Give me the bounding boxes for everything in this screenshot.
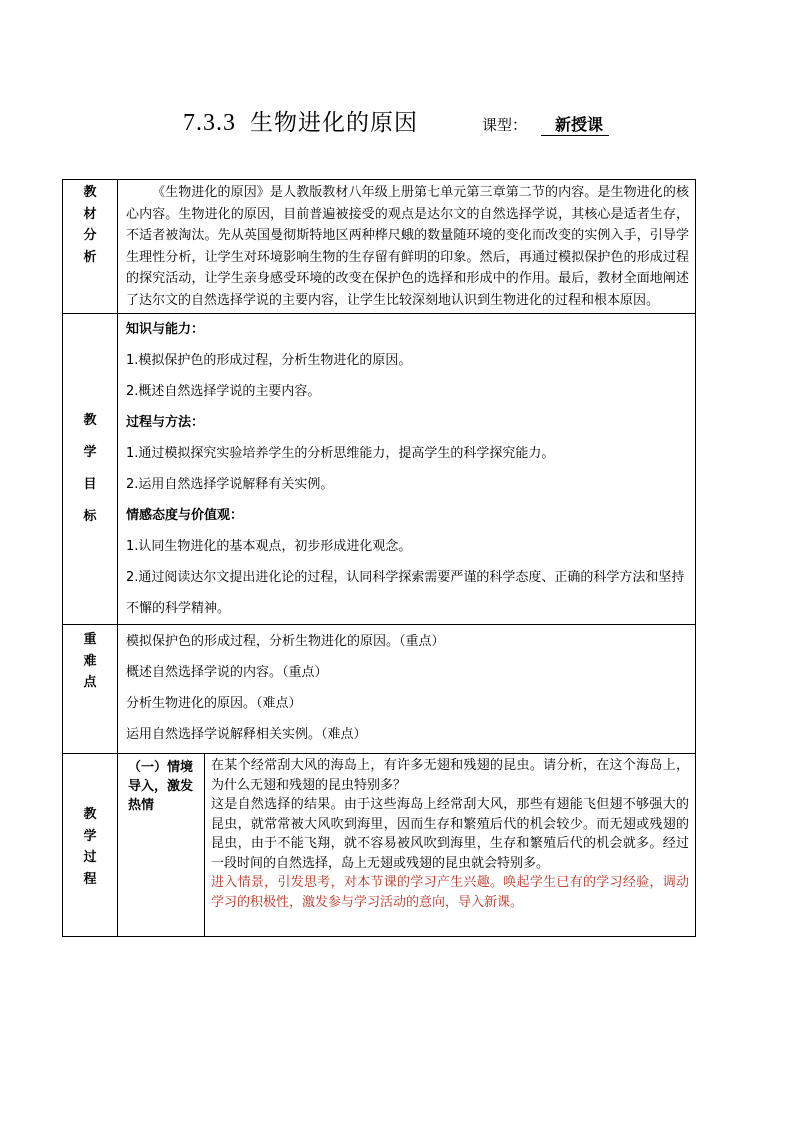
goals-content (118, 314, 696, 625)
keypoints-content (118, 625, 696, 754)
keypoint-item-3: 分析生物进化的原因。（难点） (126, 696, 302, 711)
goals-header-text: 教 学 目 标 (83, 413, 97, 524)
knowledge-title: 知识与能力： (126, 322, 205, 337)
keypoints-header-text: 重 难 点 (83, 632, 97, 690)
keypoints-row (63, 625, 696, 754)
analysis-header (63, 180, 118, 314)
knowledge-item-1: 1.模拟保护色的形成过程，分析生物进化的原因。 (126, 353, 412, 368)
process-step-title: （一）情境导入，激发热情 (118, 754, 205, 937)
lesson-name: 生物进化的原因 (250, 110, 418, 136)
process-header (63, 754, 118, 937)
knowledge-item-2: 2.概述自然选择学说的主要内容。 (126, 384, 321, 399)
process-note: 进入情景，引发思考，对本节课的学习产生兴趣。唤起学生已有的学习经验，调动学习的积极性，激发参与学习活动的意向，导入新课。 (211, 875, 689, 910)
course-type (482, 112, 609, 136)
keypoint-item-1: 模拟保护色的形成过程，分析生物进化的原因。（重点） (126, 634, 445, 649)
analysis-text: 《生物进化的原因》是人教版教材八年级上册第七单元第三章第二节的内容。是生物进化的核心内容。生物进化的原因，目前普遍被接受的观点是达尔文的自然选择学说，其核心是适者生存，不适者被淘汰。先从英国曼彻斯特地区两种桦尺蛾的数量随环境的变化而改变的实例入手，引导学生理性分析，让学生对环境影响生物的生存留有鲜明的印象。然后，再通过模拟保护色的形成过程的探究活动，让学生亲身感受环境的改变在保护色的选择和形成中的作用。最后，教材全面地阐述了达尔文的自然选择学说的主要内容，让学生比较深刻地认识到生物进化的过程和根本原因。 (118, 180, 696, 314)
page-title (183, 104, 418, 137)
process-question: 在某个经常刮大风的海岛上，有许多无翅和残翅的昆虫。请分析，在这个海岛上，为什么无翅和残翅的昆虫特别多？ (211, 758, 689, 793)
keypoints-header (63, 625, 118, 754)
process-header-text: 教 学 过 程 (83, 807, 97, 887)
goals-header (63, 314, 118, 625)
keypoint-item-2: 概述自然选择学说的内容。（重点） (126, 665, 328, 680)
goals-row (63, 314, 696, 625)
lesson-number: 7.3.3 (183, 110, 236, 136)
process-item-1: 1.通过模拟探究实验培养学生的分析思维能力，提高学生的科学探究能力。 (126, 446, 555, 461)
process-row (63, 754, 696, 937)
lesson-plan-table (62, 179, 696, 937)
title-row (0, 100, 794, 140)
course-type-value: 新授课 (541, 112, 609, 136)
process-answer: 这是自然选择的结果。由于这些海岛上经常刮大风，那些有翅能飞但翅不够强大的昆虫，就常常被大风吹到海里，因而生存和繁殖后代的机会较少。而无翅或残翅的昆虫，由于不能飞翔，就不容易被风吹到海里，生存和繁殖后代的机会就多。经过一段时间的自然选择，岛上无翅或残翅的昆虫就会特别多。 (211, 797, 689, 871)
keypoint-item-4: 运用自然选择学说解释相关实例。（难点） (126, 727, 367, 742)
emotion-title: 情感态度与价值观： (126, 508, 244, 523)
process-item-2: 2.运用自然选择学说解释有关实例。 (126, 477, 334, 492)
course-type-label: 课型： (482, 116, 528, 134)
emotion-item-1: 1.认同生物进化的基本观点，初步形成进化观念。 (126, 539, 412, 554)
process-step-content (205, 754, 696, 937)
process-title: 过程与方法： (126, 415, 205, 430)
analysis-header-text: 教 材 分 析 (83, 185, 97, 265)
emotion-item-2: 2.通过阅读达尔文提出进化论的过程，认同科学探索需要严谨的科学态度、正确的科学方法和坚持不懈的科学精神。 (126, 570, 685, 616)
analysis-row (63, 180, 696, 314)
